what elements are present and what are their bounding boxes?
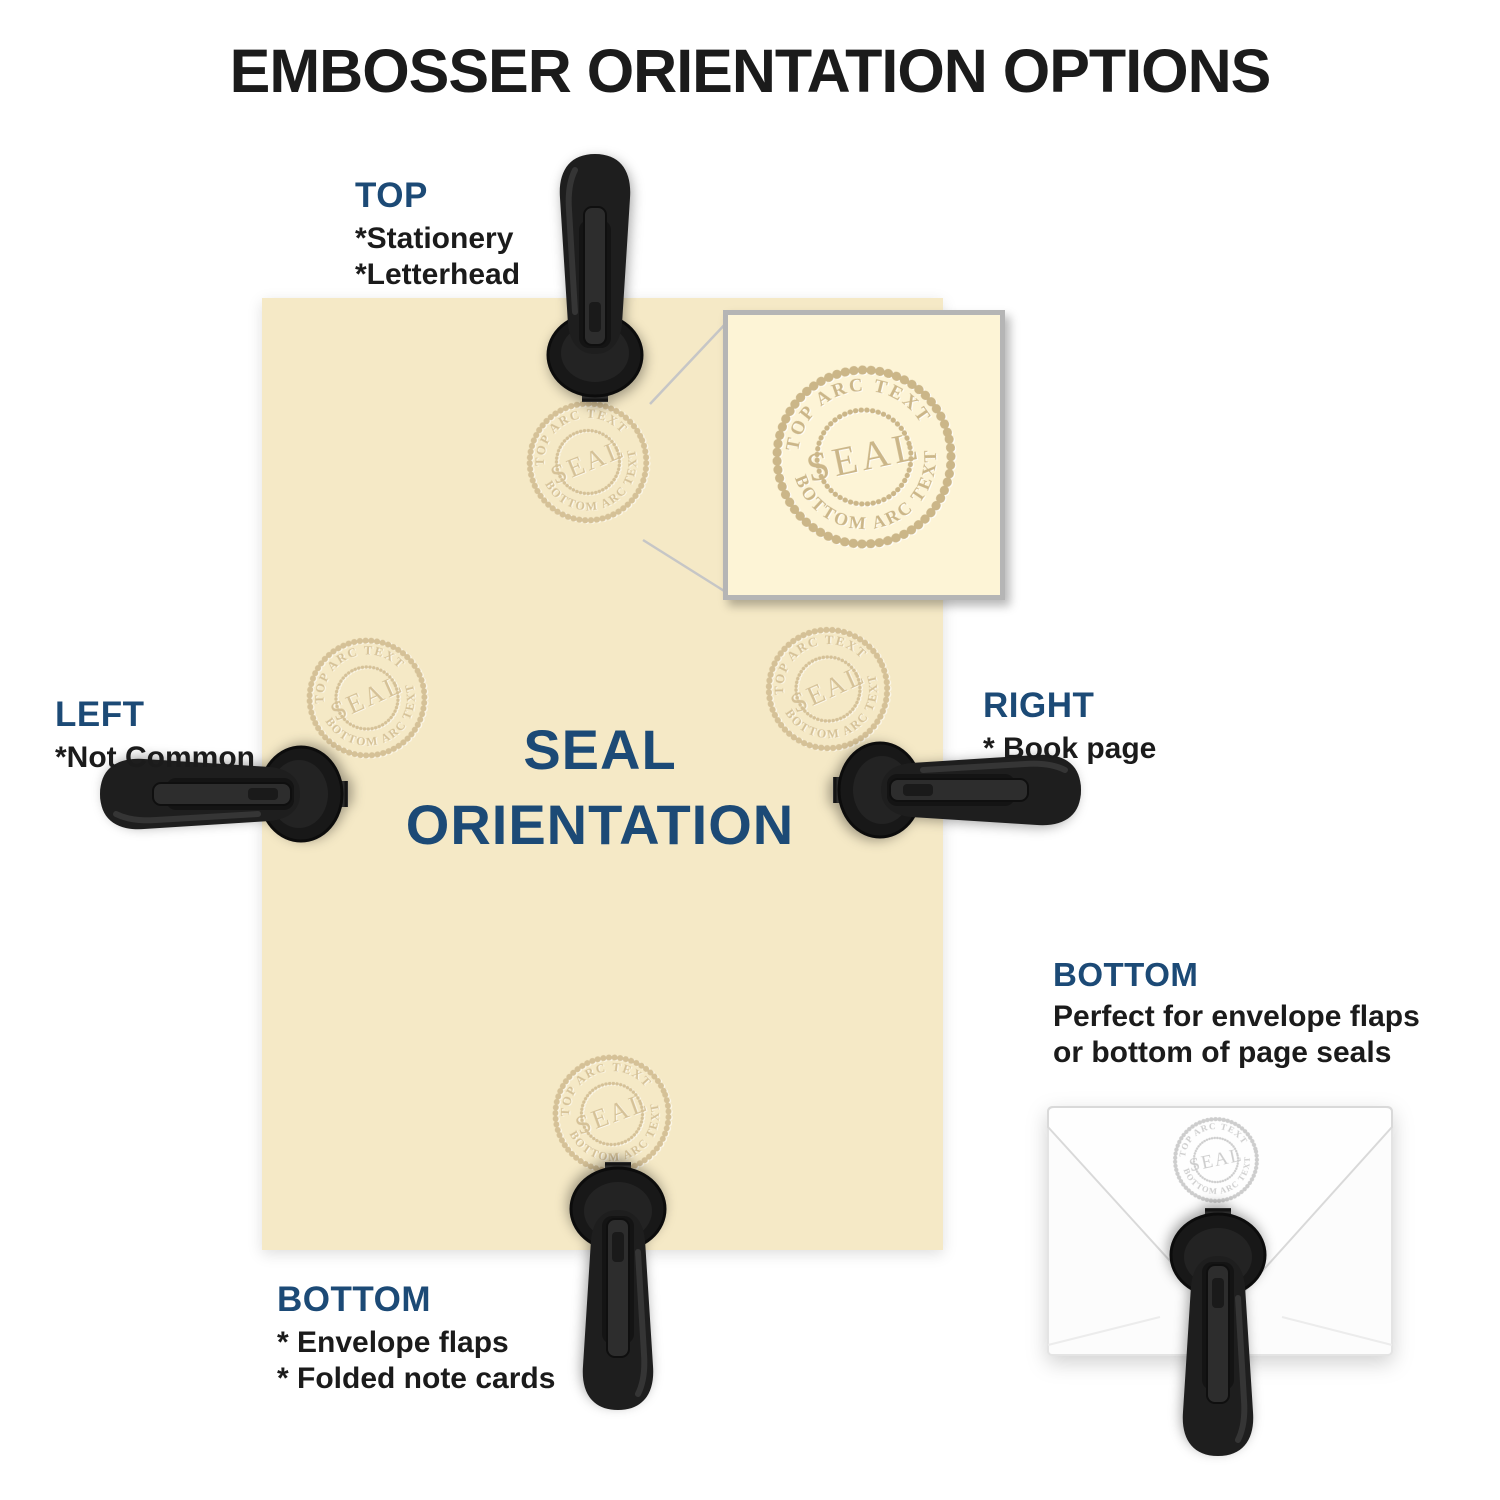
label-bottom-item: * Folded note cards	[277, 1362, 556, 1395]
label-top	[355, 176, 520, 293]
label-bottom-right-item: or bottom of page seals	[1053, 1036, 1392, 1069]
label-left	[55, 695, 255, 776]
embosser-envelope-icon	[1158, 1208, 1278, 1458]
center-label-line2: ORIENTATION	[405, 793, 795, 856]
embosser-bottom-icon	[558, 1162, 678, 1412]
label-bottom	[277, 1280, 555, 1397]
label-bottom-right-heading: BOTTOM	[1053, 956, 1199, 993]
label-left-heading: LEFT	[55, 695, 145, 734]
center-label	[330, 712, 870, 862]
label-right-item: * Book page	[983, 732, 1157, 765]
label-top-heading: TOP	[355, 176, 428, 215]
label-bottom-item: * Envelope flaps	[277, 1326, 509, 1359]
label-bottom-right	[1053, 956, 1420, 1071]
label-top-item: *Stationery	[355, 222, 514, 255]
label-left-item: *Not Common	[55, 741, 255, 774]
label-bottom-right-item: Perfect for envelope flaps	[1053, 1000, 1420, 1033]
label-right	[983, 686, 1156, 767]
seal-impression-envelope-icon	[1160, 1104, 1271, 1215]
seal-zoom-inset	[723, 310, 1005, 600]
center-label-line1: SEAL	[523, 718, 677, 781]
label-right-heading: RIGHT	[983, 686, 1095, 725]
page-title: EMBOSSER ORIENTATION OPTIONS	[229, 37, 1271, 105]
embosser-top-icon	[535, 152, 655, 402]
label-top-item: *Letterhead	[355, 258, 521, 291]
label-bottom-heading: BOTTOM	[277, 1280, 432, 1319]
seal-impression-inset-icon	[745, 338, 982, 575]
